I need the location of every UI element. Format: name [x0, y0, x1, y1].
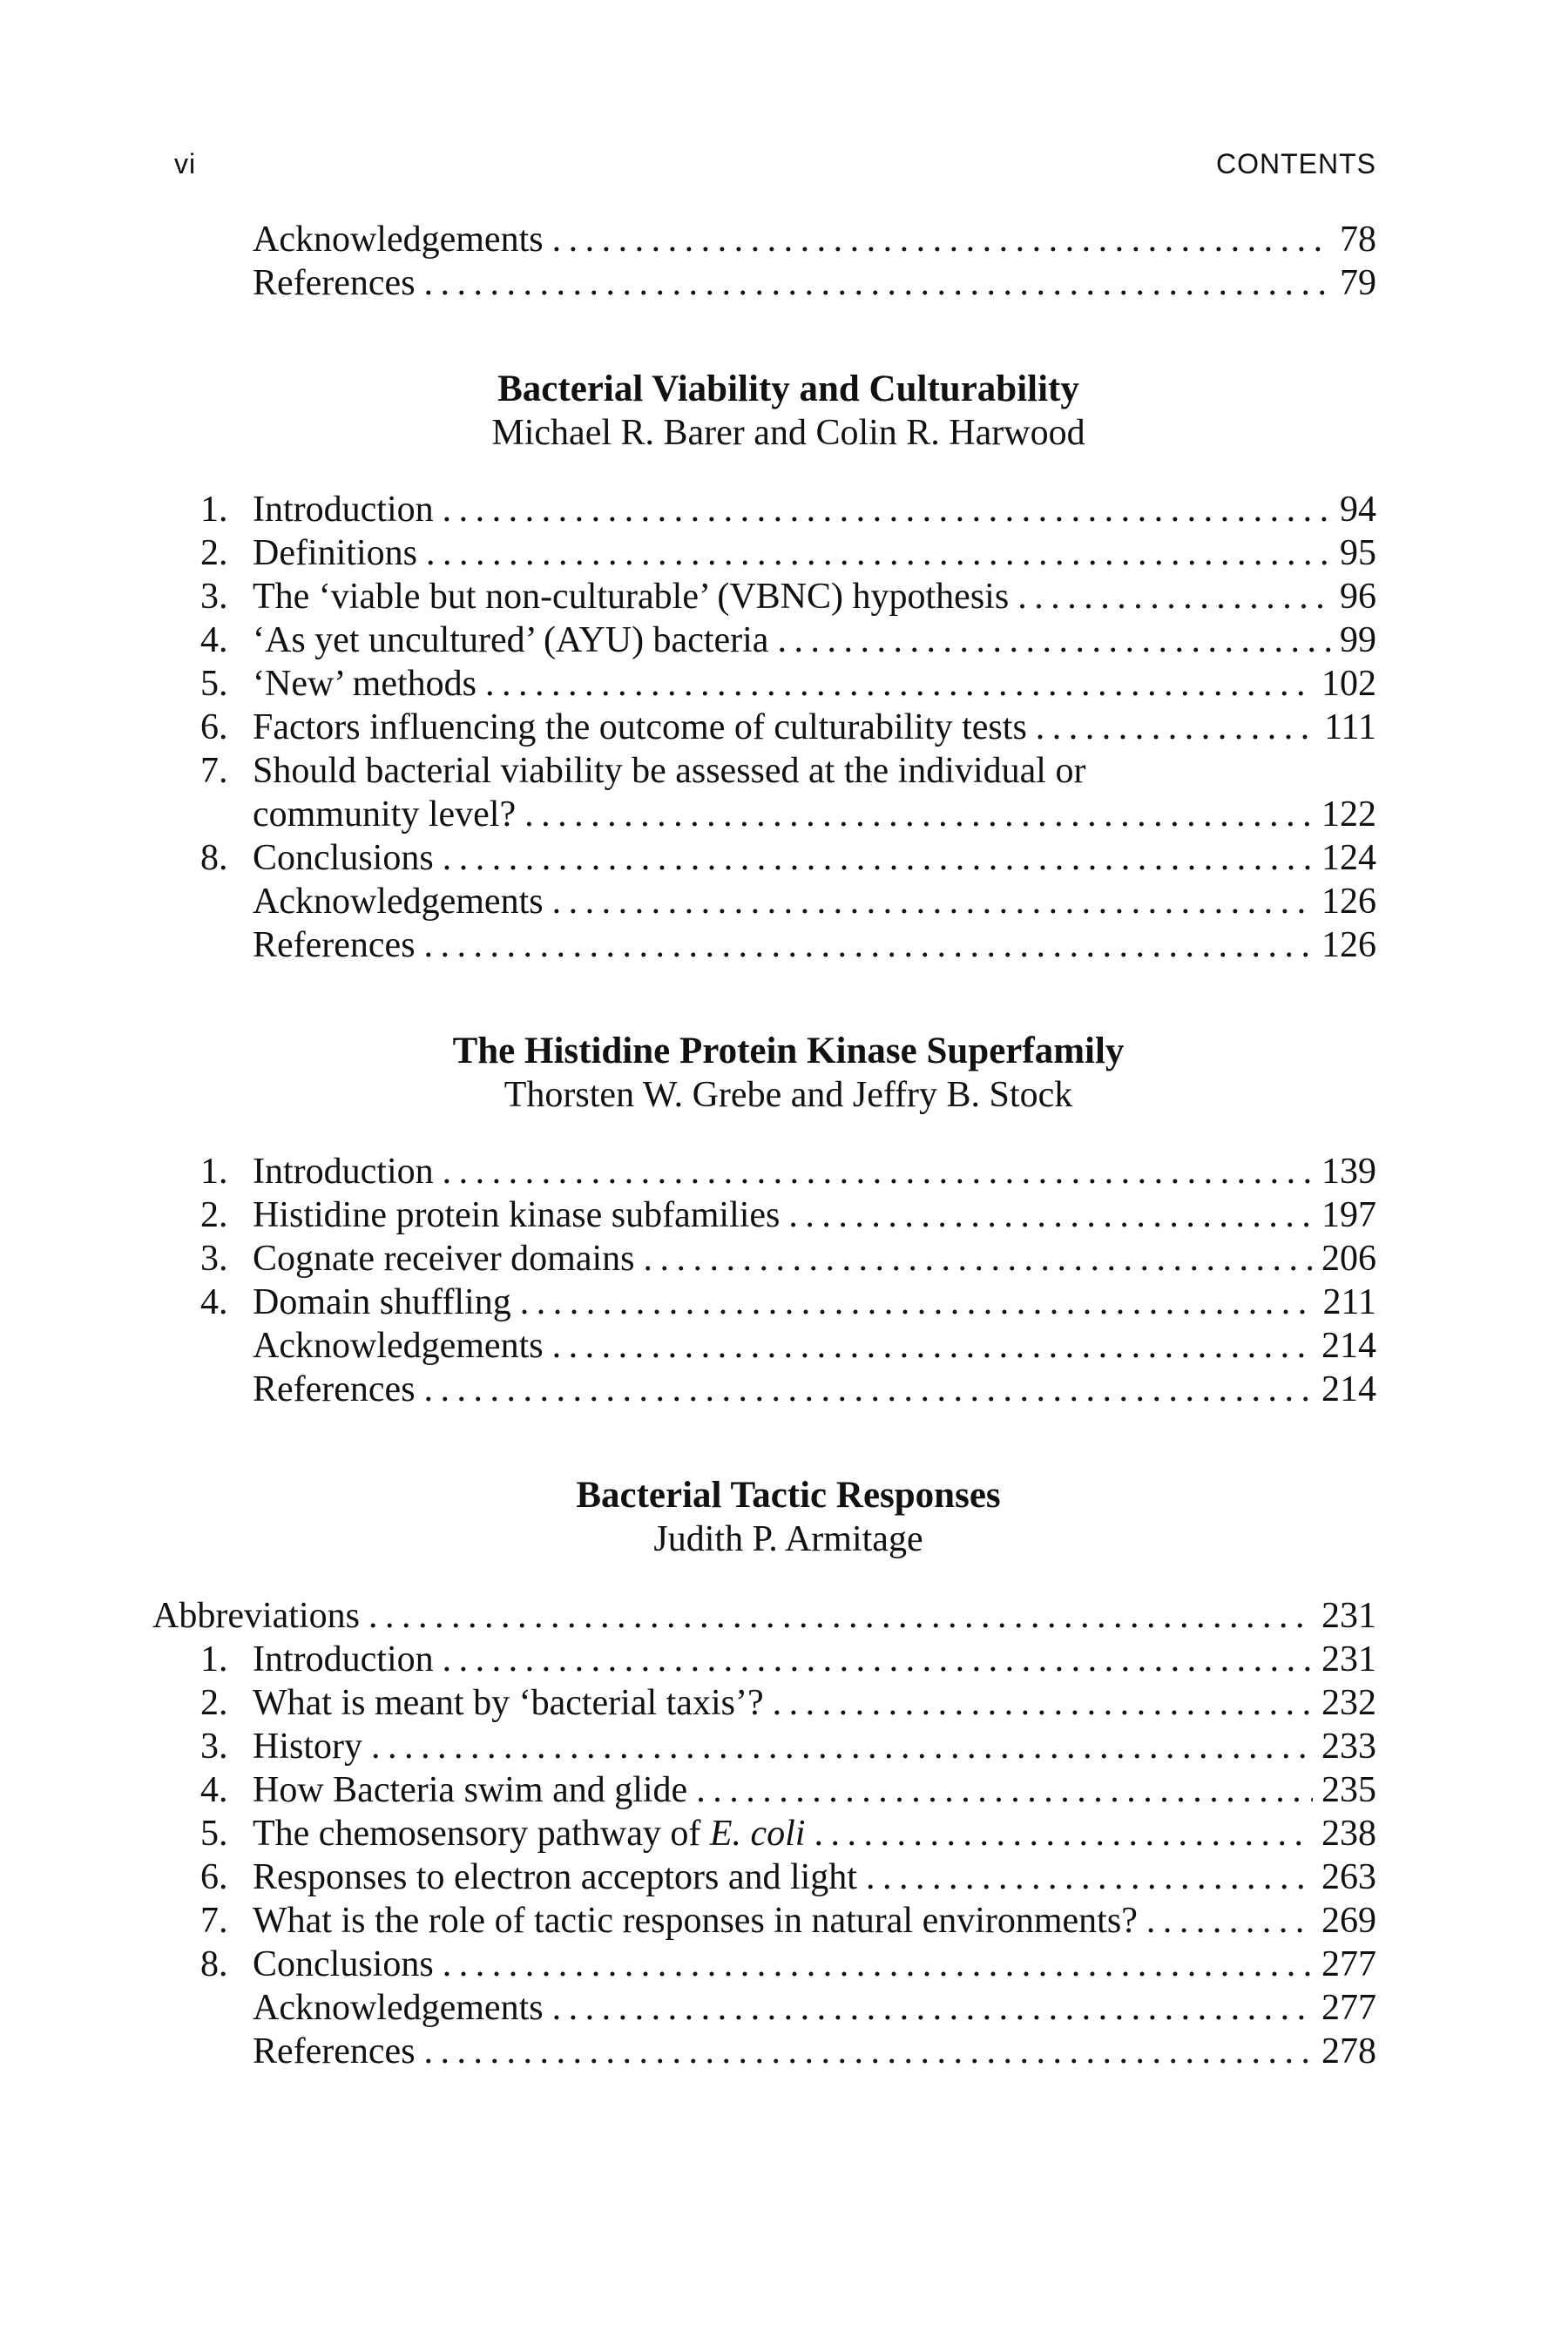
entry-page-number: 231	[1321, 1596, 1376, 1636]
dot-leader	[696, 1768, 1313, 1812]
toc-entry[interactable]	[200, 793, 1376, 836]
entry-number: 8.	[200, 838, 228, 878]
entry-number: 3.	[200, 577, 228, 617]
entry-number: 2.	[200, 1195, 228, 1235]
dot-leader	[777, 618, 1331, 662]
dot-leader	[552, 218, 1331, 261]
dot-leader	[1017, 575, 1331, 618]
chapter-authors: Thorsten W. Grebe and Jeffry B. Stock	[504, 1075, 1073, 1115]
toc-entry[interactable]	[200, 1281, 1376, 1324]
toc-entry[interactable]	[152, 1594, 1376, 1638]
entry-number: 1.	[200, 1152, 228, 1192]
entry-page-number: 111	[1324, 707, 1376, 747]
entry-title: The chemosensory pathway of E. coli	[253, 1814, 806, 1854]
chapter-heading	[200, 1474, 1376, 1561]
entry-title: Definitions	[253, 533, 417, 573]
toc-entry[interactable]	[200, 836, 1376, 880]
dot-leader	[788, 1193, 1313, 1237]
dot-leader	[371, 1725, 1313, 1768]
dot-leader	[814, 1812, 1313, 1855]
dot-leader	[524, 793, 1313, 836]
entry-number: 6.	[200, 1857, 228, 1897]
toc-entry[interactable]	[200, 662, 1376, 706]
toc-entry[interactable]	[200, 706, 1376, 749]
dot-leader	[424, 261, 1331, 305]
entry-title: Abbreviations	[152, 1596, 360, 1636]
entry-page-number: 79	[1340, 263, 1376, 303]
toc-entry[interactable]	[200, 880, 1376, 923]
entry-page-number: 277	[1321, 1944, 1376, 1984]
entry-page-number: 277	[1321, 1988, 1376, 2028]
entry-page-number: 233	[1321, 1727, 1376, 1767]
entry-title: ‘As yet uncultured’ (AYU) bacteria	[253, 620, 769, 660]
toc-entry[interactable]	[200, 1237, 1376, 1281]
running-title: CONTENTS	[1216, 148, 1376, 179]
chapter-list	[152, 368, 1376, 2073]
entry-title: Cognate receiver domains	[253, 1239, 635, 1279]
toc-entry[interactable]	[200, 2030, 1376, 2073]
toc-entry[interactable]	[200, 261, 1376, 305]
entry-number: 4.	[200, 620, 228, 660]
toc-entry[interactable]	[200, 1681, 1376, 1725]
entry-title: History	[253, 1727, 362, 1767]
dot-leader	[443, 488, 1331, 531]
entry-page-number: 126	[1321, 882, 1376, 922]
chapter-section	[152, 1474, 1376, 2073]
entry-title: Introduction	[253, 1152, 434, 1192]
entry-title: References	[253, 925, 416, 965]
chapter-authors: Michael R. Barer and Colin R. Harwood	[491, 413, 1085, 453]
dot-leader	[424, 1368, 1313, 1411]
entry-number: 2.	[200, 1683, 228, 1723]
toc-entry[interactable]	[200, 1324, 1376, 1368]
dot-leader	[424, 2030, 1313, 2073]
chapter-section	[200, 1030, 1376, 1411]
chapter-title[interactable]: Bacterial Tactic Responses	[576, 1475, 1001, 1516]
entry-page-number: 95	[1340, 533, 1376, 573]
table-of-contents	[152, 218, 1376, 2073]
entry-page-number: 139	[1321, 1152, 1376, 1192]
entry-title: References	[253, 2031, 416, 2072]
dot-leader	[443, 1943, 1313, 1986]
chapter-heading	[200, 368, 1376, 455]
entry-title: Conclusions	[253, 1944, 434, 1984]
entry-page-number: 206	[1321, 1239, 1376, 1279]
dot-leader	[552, 880, 1313, 923]
toc-entry[interactable]	[200, 1768, 1376, 1812]
toc-entry[interactable]	[200, 923, 1376, 967]
entry-number: 2.	[200, 533, 228, 573]
entry-page-number: 124	[1321, 838, 1376, 878]
toc-entry[interactable]	[200, 1812, 1376, 1855]
toc-entry[interactable]	[200, 1150, 1376, 1193]
entry-page-number: 232	[1321, 1683, 1376, 1723]
dot-leader	[443, 1150, 1313, 1193]
entry-page-number: 231	[1321, 1639, 1376, 1680]
entry-page-number: 214	[1321, 1326, 1376, 1366]
entry-page-number: 235	[1321, 1770, 1376, 1810]
entry-page-number: 269	[1321, 1901, 1376, 1941]
dot-leader	[485, 662, 1313, 706]
entry-number: 4.	[200, 1282, 228, 1322]
dot-leader	[443, 1638, 1313, 1681]
entry-title: Introduction	[253, 1639, 434, 1680]
entry-title: Acknowledgements	[253, 220, 544, 260]
entry-number: 5.	[200, 1814, 228, 1854]
entry-title: community level?	[253, 794, 517, 835]
entry-title: Acknowledgements	[253, 1326, 544, 1366]
entry-number: 1.	[200, 490, 228, 530]
page-header	[174, 148, 1376, 192]
entry-title: Introduction	[253, 490, 434, 530]
entry-page-number: 211	[1322, 1282, 1376, 1322]
entry-title: Factors influencing the outcome of culturability tests	[253, 707, 1027, 747]
entry-title: What is meant by ‘bacterial taxis’?	[253, 1683, 764, 1723]
entry-number: 7.	[200, 1901, 228, 1941]
chapter-section	[200, 368, 1376, 967]
entry-page-number: 99	[1340, 620, 1376, 660]
entry-title: Acknowledgements	[253, 1988, 544, 2028]
dot-leader	[520, 1281, 1315, 1324]
entry-number: 4.	[200, 1770, 228, 1810]
toc-entry[interactable]	[200, 1943, 1376, 1986]
toc-entry[interactable]	[200, 1986, 1376, 2030]
toc-entry[interactable]	[200, 1368, 1376, 1411]
toc-entry[interactable]	[200, 749, 1376, 793]
dot-leader	[773, 1681, 1313, 1725]
entry-title: Conclusions	[253, 838, 434, 878]
chapter-title[interactable]: Bacterial Viability and Culturability	[497, 368, 1079, 409]
entry-title: References	[253, 263, 416, 303]
entry-title: How Bacteria swim and glide	[253, 1770, 688, 1810]
entry-number: 7.	[200, 751, 228, 791]
entry-page-number: 102	[1321, 664, 1376, 704]
dot-leader	[1146, 1899, 1313, 1943]
dot-leader	[424, 923, 1313, 967]
entry-title: ‘New’ methods	[253, 664, 476, 704]
toc-entry[interactable]	[200, 531, 1376, 575]
toc-entry[interactable]	[200, 218, 1376, 261]
dot-leader	[552, 1986, 1313, 2030]
toc-entry[interactable]	[200, 1638, 1376, 1681]
entry-number: 5.	[200, 664, 228, 704]
entry-title: The ‘viable but non-culturable’ (VBNC) hypothesis	[253, 577, 1010, 617]
dot-leader	[1036, 706, 1315, 749]
page-number: vi	[174, 148, 197, 179]
toc-entry[interactable]	[200, 575, 1376, 618]
entry-page-number: 78	[1340, 220, 1376, 260]
entry-number: 8.	[200, 1944, 228, 1984]
dot-leader	[552, 1324, 1313, 1368]
toc-entry[interactable]	[200, 488, 1376, 531]
dot-leader	[368, 1594, 1313, 1638]
entry-page-number: 126	[1321, 925, 1376, 965]
entry-title: Acknowledgements	[253, 882, 544, 922]
entry-title: References	[253, 1369, 416, 1409]
chapter-title[interactable]: The Histidine Protein Kinase Superfamily	[452, 1031, 1125, 1071]
dot-leader	[443, 836, 1313, 880]
toc-entry[interactable]	[200, 1725, 1376, 1768]
entry-number: 3.	[200, 1239, 228, 1279]
entry-title: Histidine protein kinase subfamilies	[253, 1195, 781, 1235]
toc-entry[interactable]	[200, 1899, 1376, 1943]
entry-title: What is the role of tactic responses in natural environments?	[253, 1901, 1138, 1941]
entry-page-number: 278	[1321, 2031, 1376, 2072]
entry-page-number: 122	[1321, 794, 1376, 835]
chapter-heading	[200, 1030, 1376, 1117]
dot-leader	[426, 531, 1331, 575]
entry-number: 1.	[200, 1639, 228, 1680]
entry-number: 3.	[200, 1727, 228, 1767]
entry-title: Responses to electron acceptors and light	[253, 1857, 857, 1897]
dot-leader	[644, 1237, 1314, 1281]
toc-entry[interactable]	[200, 1193, 1376, 1237]
previous-chapter-tail	[200, 218, 1376, 305]
entry-page-number: 94	[1340, 490, 1376, 530]
entry-number: 6.	[200, 707, 228, 747]
entry-page-number: 214	[1321, 1369, 1376, 1409]
entry-page-number: 263	[1321, 1857, 1376, 1897]
dot-leader	[866, 1855, 1313, 1899]
chapter-authors: Judith P. Armitage	[653, 1519, 923, 1559]
toc-entry[interactable]	[200, 1855, 1376, 1899]
toc-entry[interactable]	[200, 618, 1376, 662]
entry-title: Should bacterial viability be assessed at the individual or	[253, 751, 1086, 791]
entry-page-number: 96	[1340, 577, 1376, 617]
entry-title: Domain shuffling	[253, 1282, 511, 1322]
entry-page-number: 238	[1321, 1814, 1376, 1854]
entry-page-number: 197	[1321, 1195, 1376, 1235]
